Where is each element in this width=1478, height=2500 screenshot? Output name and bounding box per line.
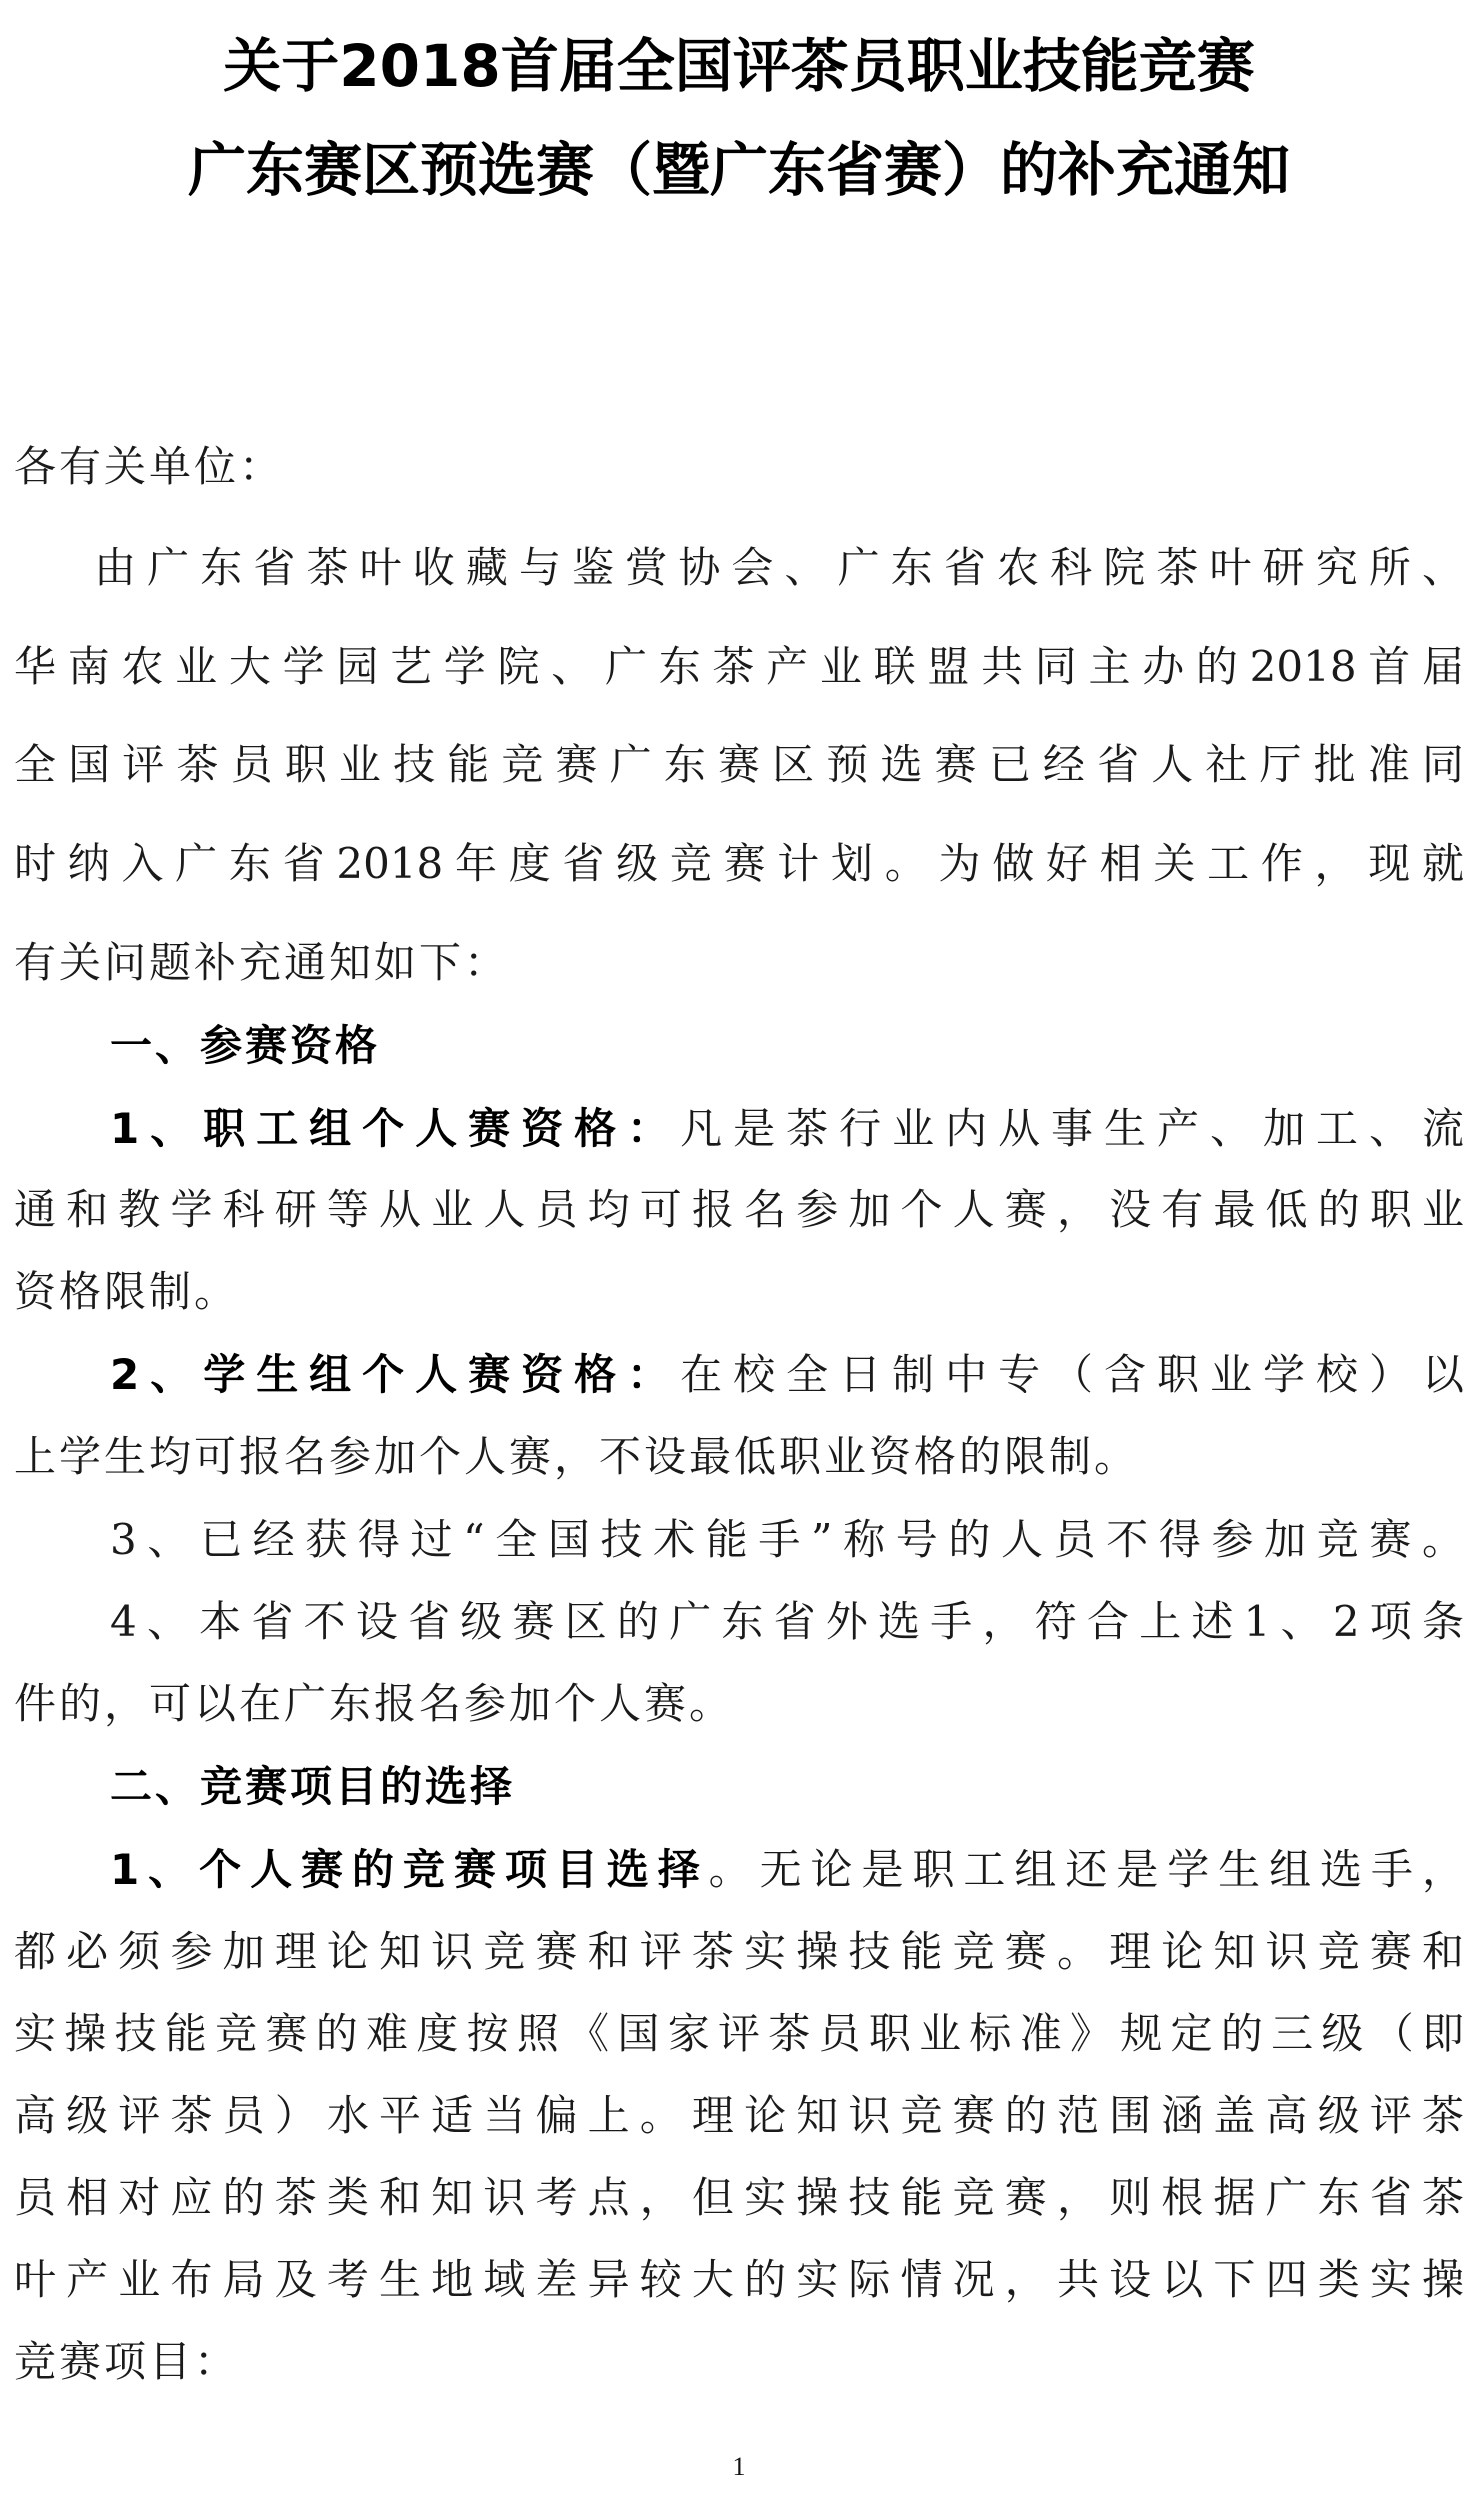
- section-2-item-1-label: 1、个人赛的竞赛项目选择: [110, 1845, 709, 1894]
- section-1-item-4-line-1: 4、本省不设省级赛区的广东省外选手，符合上述1、2项条: [110, 1597, 1464, 1646]
- section-1-item-1-line-1: [110, 1099, 1464, 1159]
- section-2-item-1-text: 。无论是职工组还是学生组选手，: [708, 1845, 1464, 1894]
- section-1-item-1-line-3: 资格限制。: [14, 1267, 240, 1316]
- section-1-item-4-line-2: 件的，可以在广东报名参加个人赛。: [14, 1679, 735, 1728]
- section-2-item-1-line-2: 都必须参加理论知识竞赛和评茶实操技能竞赛。理论知识竞赛和: [14, 1927, 1464, 1976]
- document-title-line-1: 关于2018首届全国评茶员职业技能竞赛: [223, 32, 1255, 100]
- section-2-item-1-line-6: 叶产业布局及考生地域差异较大的实际情况，共设以下四类实操: [14, 2255, 1464, 2304]
- section-1-item-1-text: 凡是茶行业内从事生产、加工、流: [680, 1104, 1464, 1153]
- intro-line-5: 有关问题补充通知如下：: [14, 938, 510, 987]
- section-1-item-2-text: 在校全日制中专（含职业学校）以: [680, 1350, 1464, 1399]
- salutation: 各有关单位：: [14, 442, 285, 491]
- section-1-item-3: 3、已经获得过“全国技术能手”称号的人员不得参加竞赛。: [110, 1515, 1464, 1564]
- section-2-item-1-line-7: 竞赛项目：: [14, 2337, 240, 2386]
- section-1-item-1-label: 1、职工组个人赛资格：: [110, 1104, 681, 1153]
- intro-line-4: 时纳入广东省2018年度省级竞赛计划。为做好相关工作，现就: [14, 839, 1464, 888]
- section-1-item-2-line-2: 上学生均可报名参加个人赛，不设最低职业资格的限制。: [14, 1432, 1140, 1481]
- intro-line-2: 华南农业大学园艺学院、广东茶产业联盟共同主办的2018首届: [14, 642, 1464, 691]
- section-2-heading: 二、竞赛项目的选择: [110, 1762, 516, 1811]
- section-1-item-1-line-2: 通和教学科研等从业人员均可报名参加个人赛，没有最低的职业: [14, 1185, 1464, 1234]
- section-1-item-2-line-1: [110, 1345, 1464, 1405]
- intro-line-3: 全国评茶员职业技能竞赛广东赛区预选赛已经省人社厅批准同: [14, 740, 1464, 789]
- document-title-line-2: 广东赛区预选赛（暨广东省赛）的补充通知: [187, 136, 1290, 204]
- section-2-item-1-line-4: 高级评茶员）水平适当偏上。理论知识竞赛的范围涵盖高级评茶: [14, 2091, 1464, 2140]
- section-1-item-2-label: 2、学生组个人赛资格：: [110, 1350, 681, 1399]
- section-1-heading: 一、参赛资格: [110, 1021, 381, 1070]
- section-2-item-1-line-1: [110, 1840, 1464, 1900]
- section-2-item-1-line-5: 员相对应的茶类和知识考点，但实操技能竞赛，则根据广东省茶: [14, 2173, 1464, 2222]
- intro-line-1: 由广东省茶叶收藏与鉴赏协会、广东省农科院茶叶研究所、: [94, 543, 1464, 592]
- page-number: 1: [732, 2452, 746, 2481]
- section-2-item-1-line-3: 实操技能竞赛的难度按照《国家评茶员职业标准》规定的三级（即: [14, 2009, 1464, 2058]
